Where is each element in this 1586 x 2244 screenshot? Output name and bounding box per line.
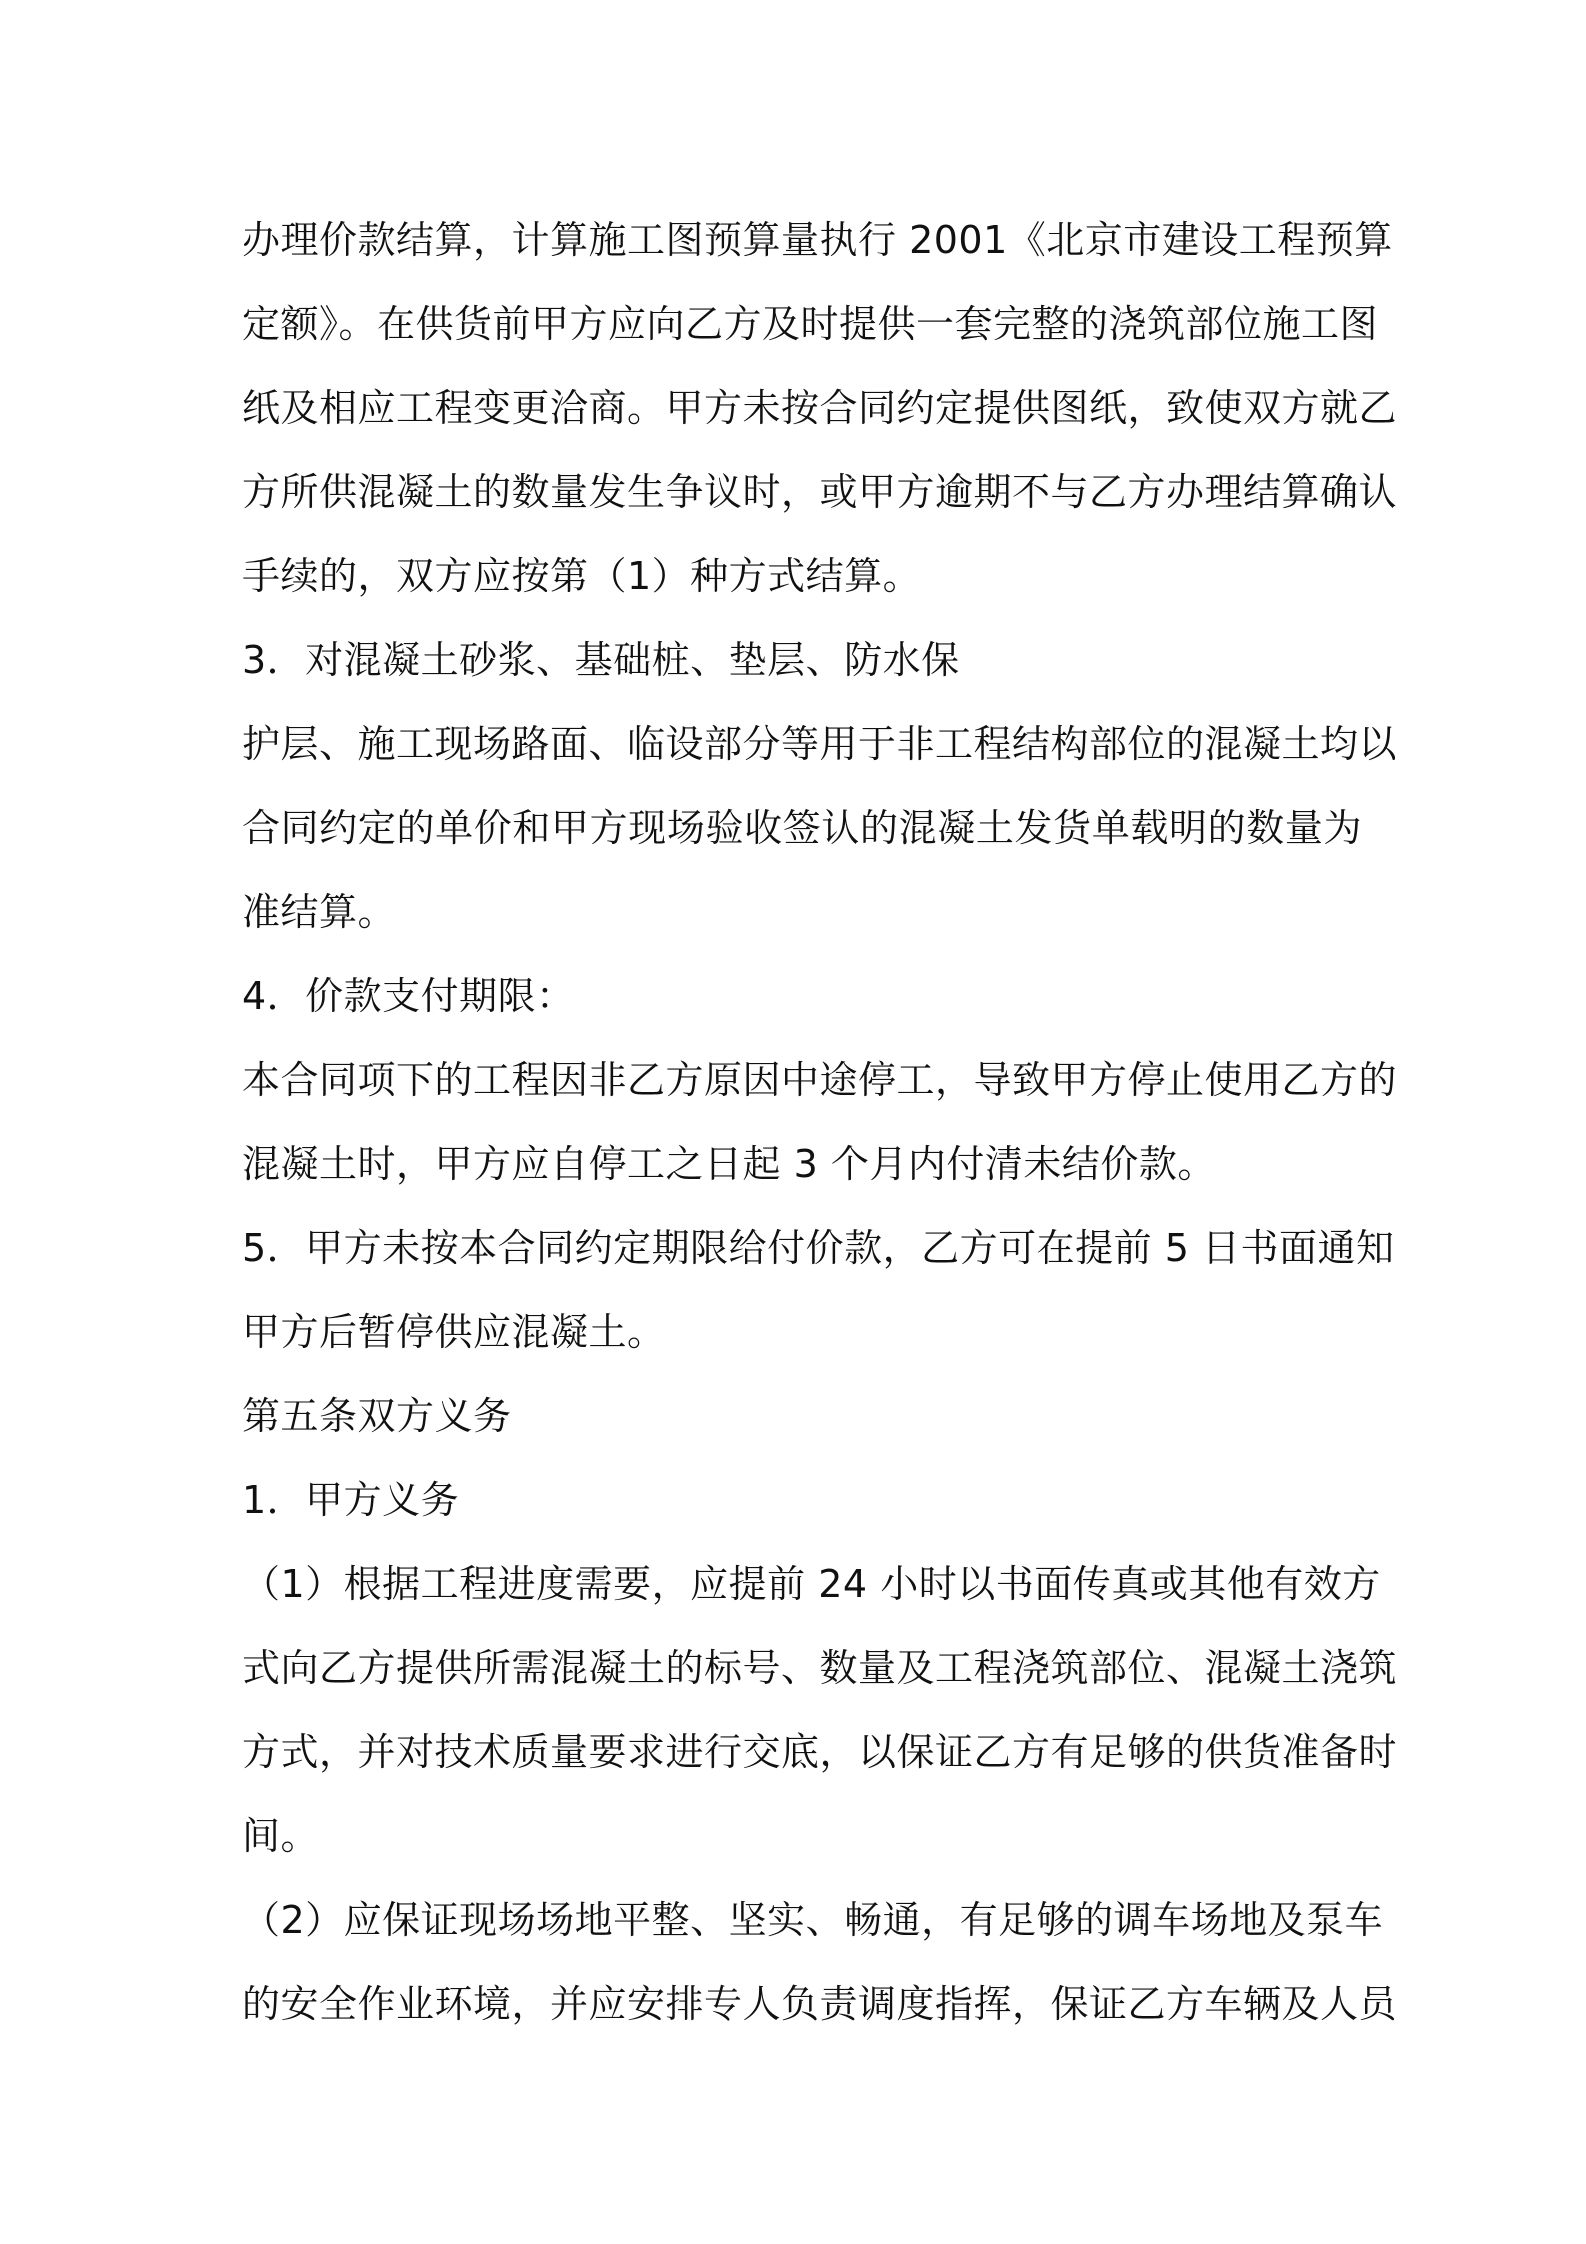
text-line: 护层、施工现场路面、临设部分等用于非工程结构部位的混凝土均以 [242,722,1398,766]
text-line: 式向乙方提供所需混凝土的标号、数量及工程浇筑部位、混凝土浇筑 [242,1646,1398,1690]
document-body [242,198,1398,2046]
text-line: 本合同项下的工程因非乙方原因中途停工，导致甲方停止使用乙方的 [242,1058,1398,1102]
text-line: 混凝土时，甲方应自停工之日起 3 个月内付清未结价款。 [242,1142,1216,1186]
text-line: 合同约定的单价和甲方现场验收签认的混凝土发货单载明的数量为 [242,806,1362,850]
text-line: 的安全作业环境，并应安排专人负责调度指挥，保证乙方车辆及人员 [242,1982,1398,2026]
text-line: 3．对混凝土砂浆、基础桩、垫层、防水保 [242,638,960,682]
text-line: 5．甲方未按本合同约定期限给付价款，乙方可在提前 5 日书面通知 [242,1226,1395,1270]
text-line: （2）应保证现场场地平整、坚实、畅通，有足够的调车场地及泵车 [242,1898,1384,1942]
text-line: （1）根据工程进度需要，应提前 24 小时以书面传真或其他有效方 [242,1562,1381,1606]
text-line: 方式，并对技术质量要求进行交底，以保证乙方有足够的供货准备时 [242,1730,1398,1774]
section-heading: 第五条双方义务 [242,1394,512,1438]
text-line: 准结算。 [242,890,397,934]
text-line: 方所供混凝土的数量发生争议时，或甲方逾期不与乙方办理结算确认 [242,470,1398,514]
text-line: 4．价款支付期限： [242,974,575,1018]
text-line: 间。 [242,1814,320,1858]
text-line: 办理价款结算，计算施工图预算量执行 2001《北京市建设工程预算 [242,218,1393,262]
text-line: 手续的，双方应按第（1）种方式结算。 [242,554,922,598]
text-line: 纸及相应工程变更洽商。甲方未按合同约定提供图纸，致使双方就乙 [242,386,1398,430]
text-line: 定额》。在供货前甲方应向乙方及时提供一套完整的浇筑部位施工图 [242,302,1379,346]
subsection-heading: 1．甲方义务 [242,1478,460,1522]
text-line: 甲方后暂停供应混凝土。 [242,1310,666,1354]
